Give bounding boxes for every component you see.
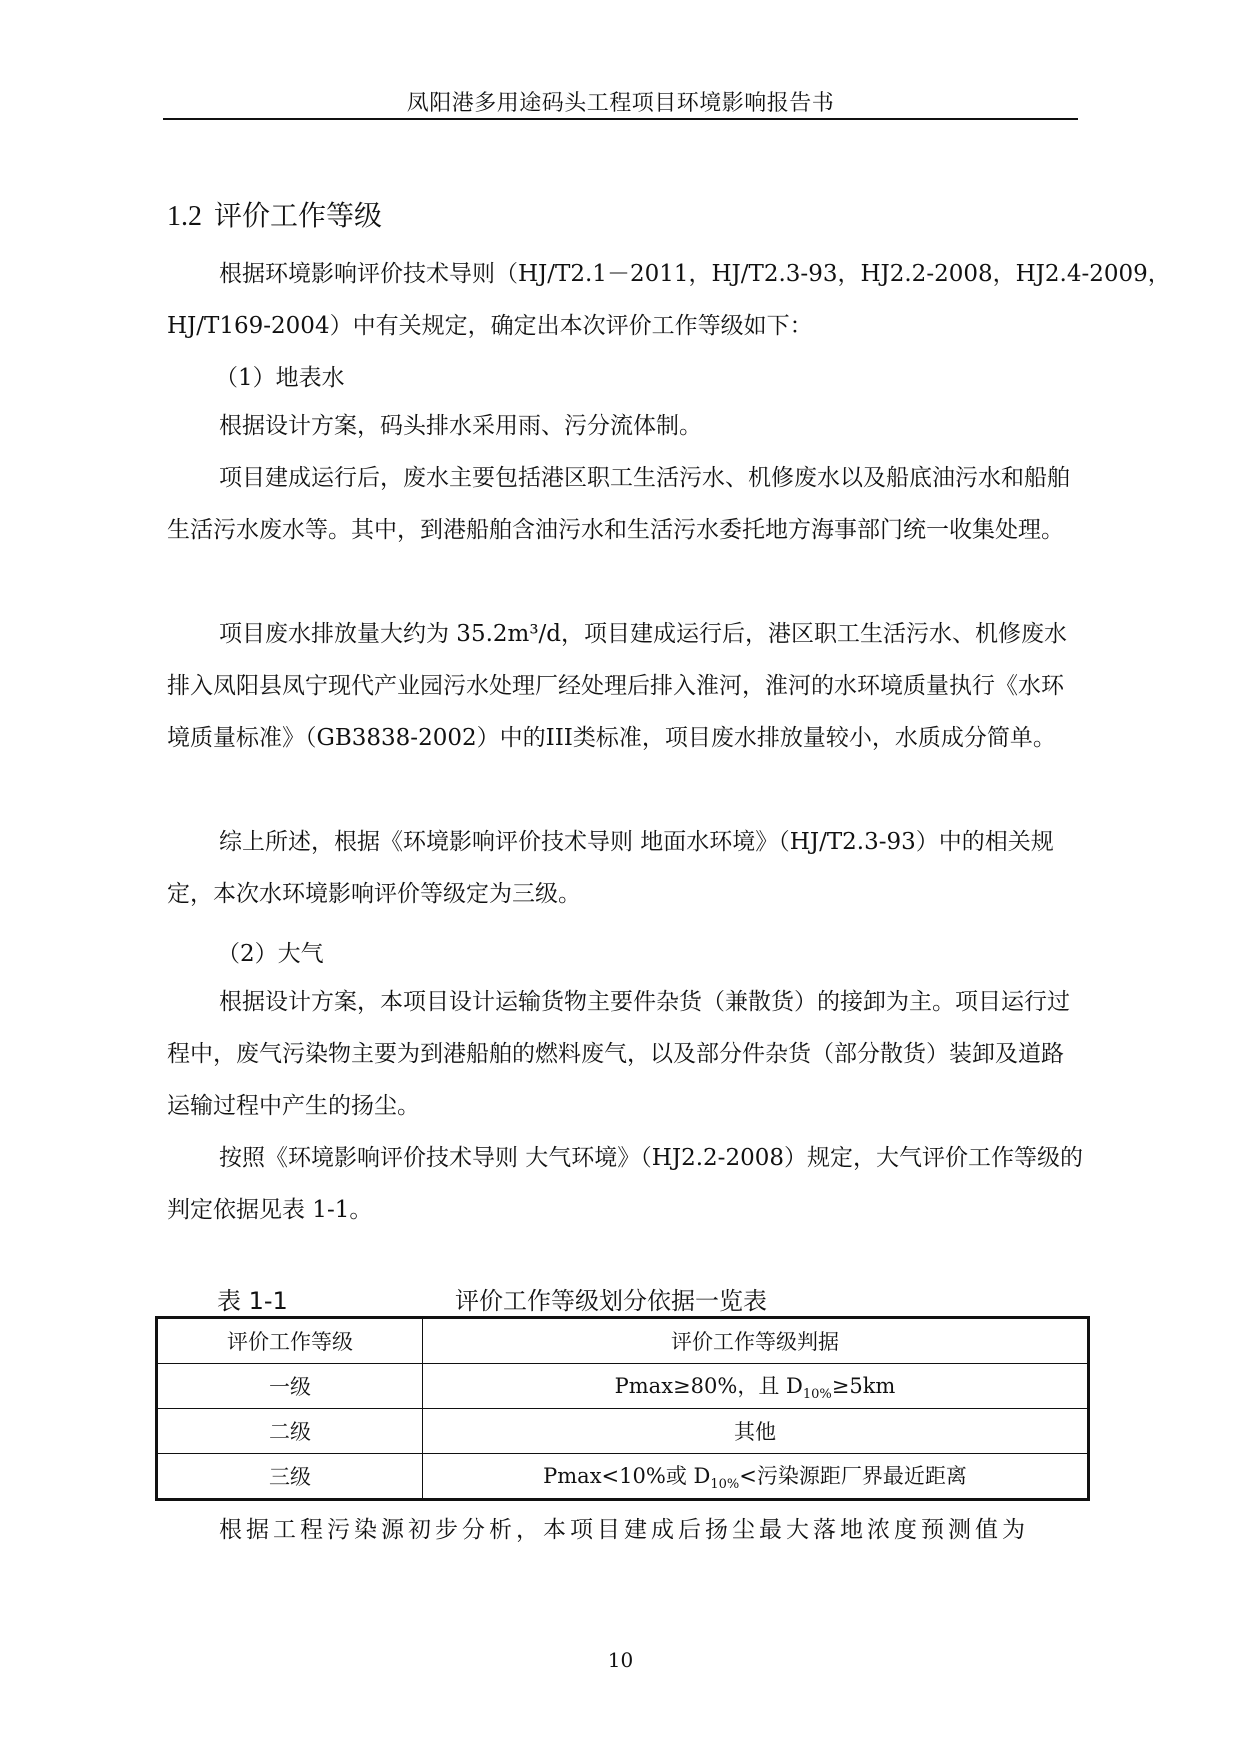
- table-header-grade: 评价工作等级: [157, 1318, 423, 1364]
- criteria-cell: [423, 1454, 1089, 1500]
- table-row: [157, 1409, 1089, 1454]
- criteria-cell: [423, 1409, 1089, 1454]
- table-title: 评价工作等级划分依据一览表: [455, 1287, 767, 1315]
- criteria-text: <污染源距厂界最近距离: [739, 1463, 967, 1488]
- paragraph-air-guideline: 按照《环境影响评价技术导则 大气环境》（HJ2.2-2008）规定，大气评价工作等级的判定依据见表 1-1。: [167, 1145, 1083, 1223]
- paragraph-discharge: 项目废水排放量大约为 35.2m³/d，项目建成运行后，港区职工生活污水、机修废水排入凤阳县凤宁现代产业园污水处理厂经处理后排入淮河，淮河的水环境质量执行《水环境质量标准》（GB3838-2002）中的III类标准，项目废水排放量较小，水质成分简单。: [167, 621, 1068, 751]
- criteria-subscript: 10%: [802, 1387, 832, 1403]
- paragraph-drainage: 根据设计方案，码头排水采用雨、污分流体制。: [219, 413, 702, 439]
- paragraph-cargo: 根据设计方案，本项目设计运输货物主要件杂货（兼散货）的接卸为主。项目运行过程中，废气污染物主要为到港船舶的燃料废气，以及部分件杂货（部分散货）装卸及道路运输过程中产生的扬尘。: [167, 989, 1070, 1119]
- subsection-atmosphere: （2）大气: [217, 941, 324, 967]
- paragraph-dust-prediction: 根据工程污染源初步分析，本项目建成后扬尘最大落地浓度预测值为: [219, 1517, 1029, 1543]
- grade-cell: 三级: [157, 1454, 423, 1500]
- criteria-cell: [423, 1364, 1089, 1409]
- grade-table: [155, 1316, 1090, 1501]
- criteria-text: 其他: [734, 1420, 776, 1444]
- paragraph-water-grade: 综上所述，根据《环境影响评价技术导则 地面水环境》（HJ/T2.3-93）中的相关规定，本次水环境影响评价等级定为三级。: [167, 829, 1054, 907]
- table-header-row: [157, 1318, 1089, 1364]
- section-heading: [167, 194, 382, 234]
- header-rule: [163, 118, 1078, 120]
- grade-cell: 一级: [157, 1364, 423, 1409]
- intro-line-1: 根据环境影响评价技术导则（HJ/T2.1－2011，HJ/T2.3-93，HJ2.2-2008，HJ2.4-2009，: [219, 261, 1171, 287]
- intro-line-2: HJ/T169-2004）中有关规定，确定出本次评价工作等级如下：: [167, 313, 813, 339]
- grade-cell: 二级: [157, 1409, 423, 1454]
- criteria-text: Pmax<10%或 D: [543, 1463, 711, 1488]
- section-title: 评价工作等级: [214, 199, 383, 232]
- paragraph-wastewater: 项目建成运行后，废水主要包括港区职工生活污水、机修废水以及船底油污水和船舶生活污水废水等。其中，到港船舶含油污水和生活污水委托地方海事部门统一收集处理。: [167, 465, 1070, 543]
- table-header-criteria: 评价工作等级判据: [423, 1318, 1089, 1364]
- criteria-subscript: 10%: [710, 1477, 740, 1493]
- criteria-text: ≥5km: [831, 1373, 896, 1398]
- criteria-text: Pmax≥80%，且 D: [614, 1373, 803, 1398]
- page-number: 10: [607, 1648, 634, 1672]
- subsection-surface-water: （1）地表水: [215, 365, 345, 391]
- section-number: 1.2: [167, 201, 202, 232]
- table-number: 表 1-1: [217, 1287, 288, 1315]
- document-header: 凤阳港多用途码头工程项目环境影响报告书: [406, 91, 835, 116]
- table-row: [157, 1364, 1089, 1409]
- table-row: [157, 1454, 1089, 1500]
